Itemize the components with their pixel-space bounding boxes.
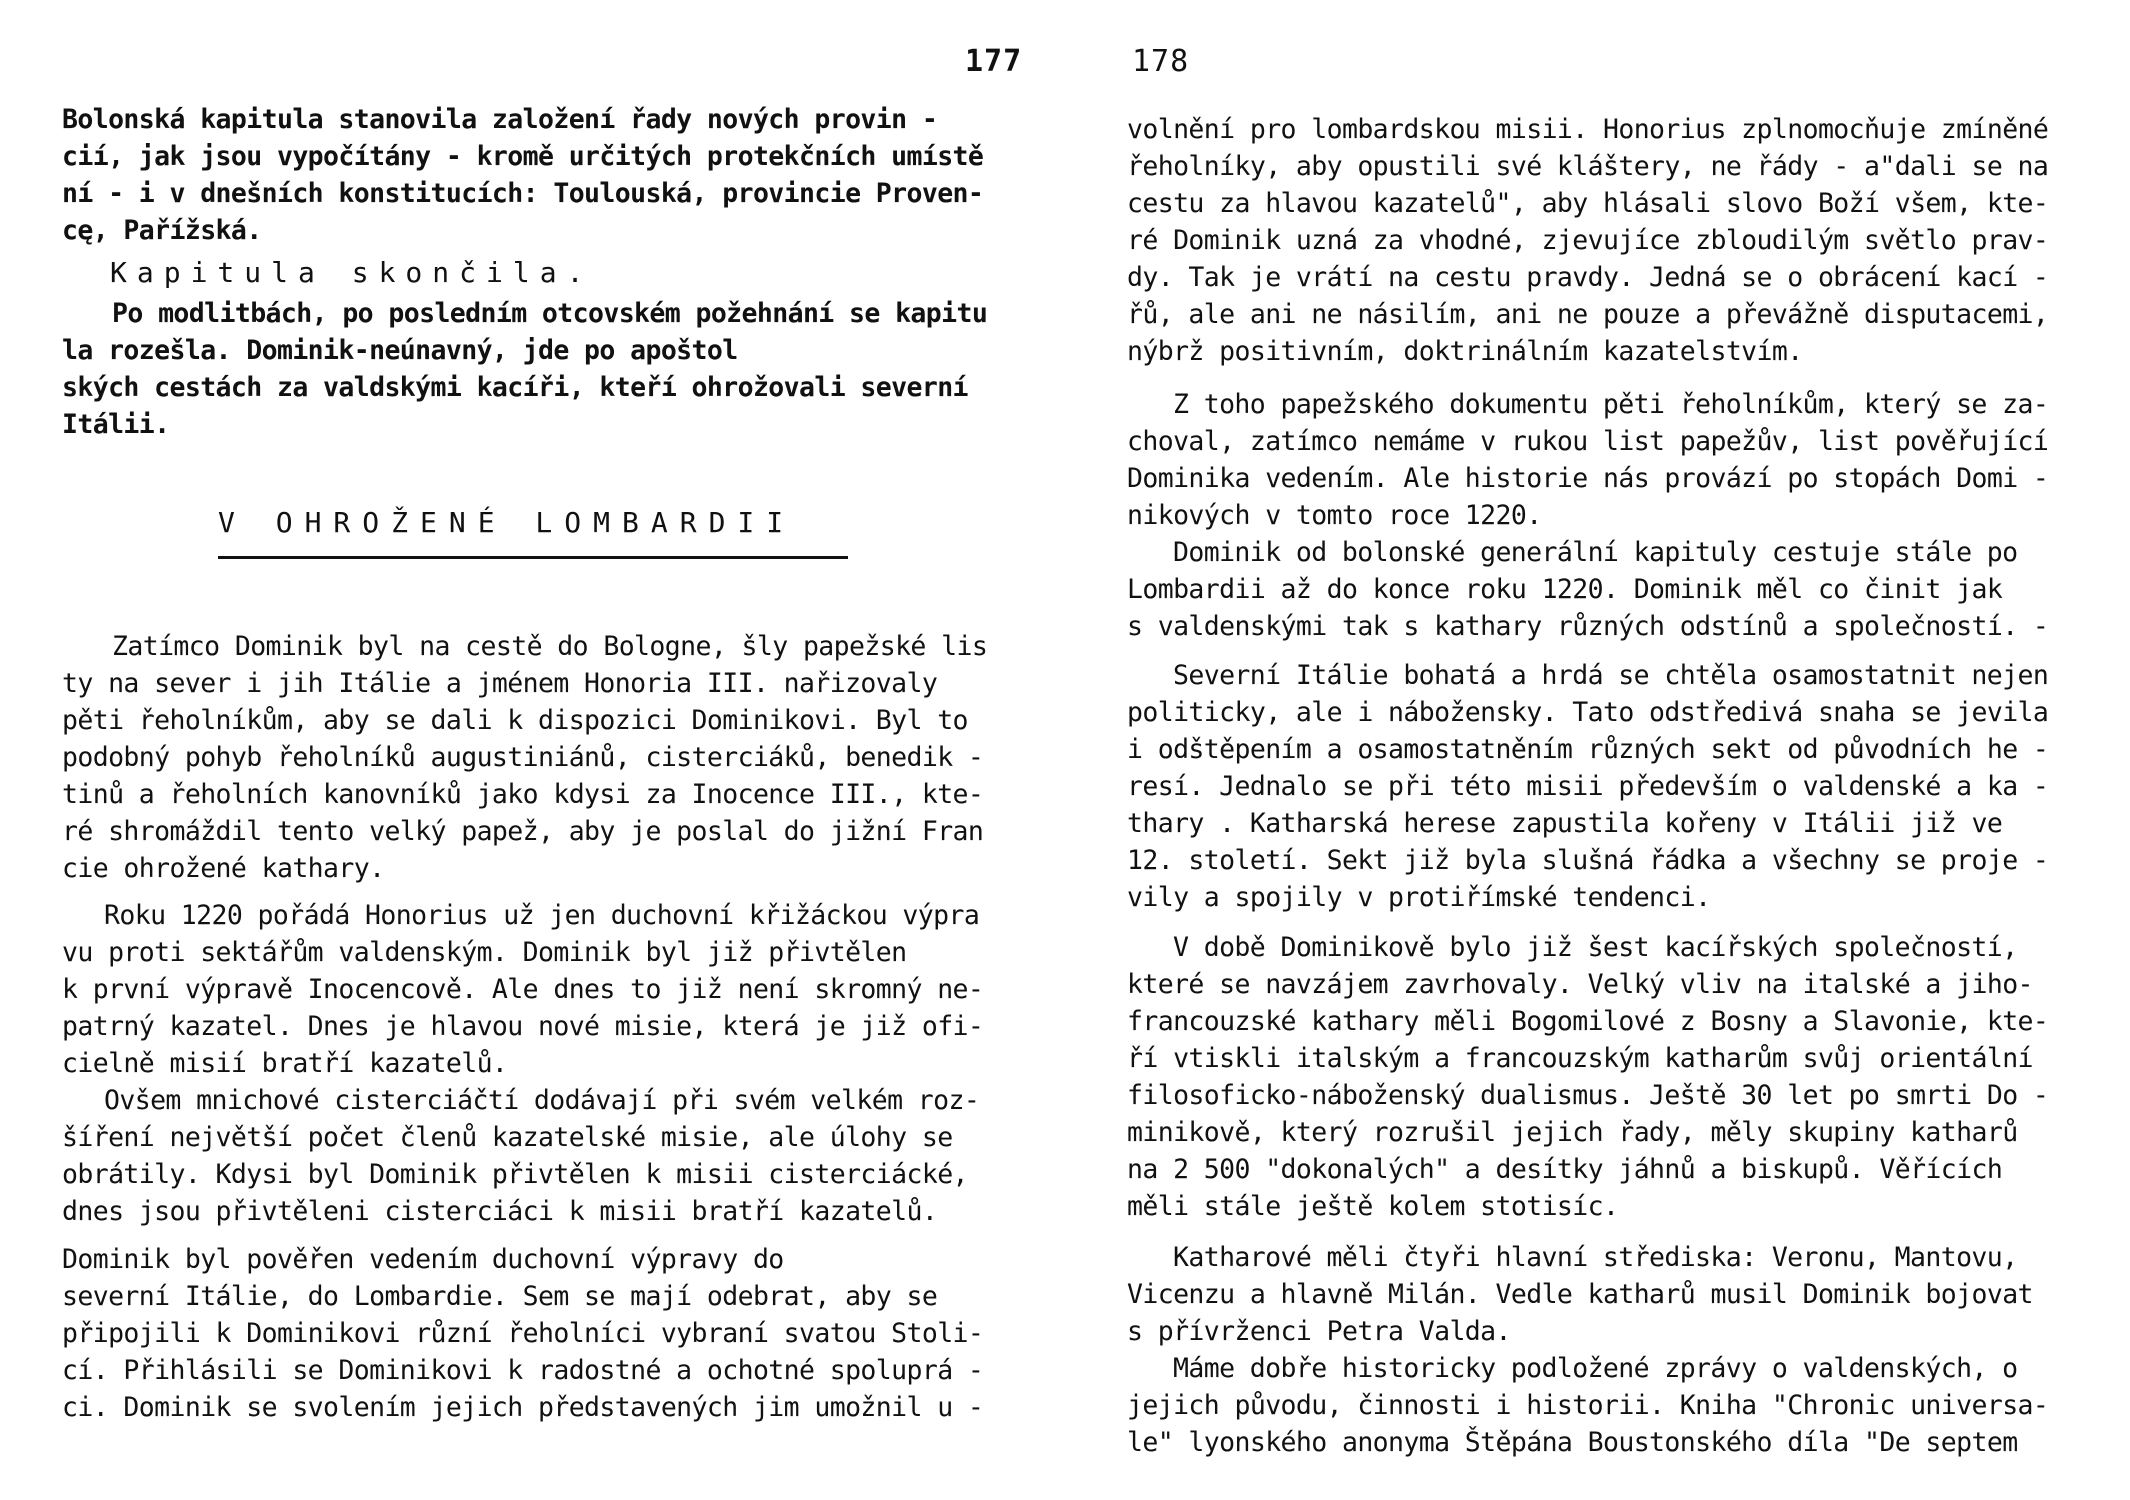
text-line: Z toho papežského dokumentu pěti řeholníkům, který se za- bbox=[1173, 389, 2049, 420]
chapter-title-underline bbox=[218, 556, 848, 559]
text-line: Lombardii až do konce roku 1220. Dominik měl co činit jak bbox=[1127, 574, 2003, 605]
text-line: ré Dominik uzná za vhodné, zjevujíce zbloudilým světlo prav- bbox=[1127, 225, 2049, 256]
text-line: minikově, který rozrušil jejich řady, měly skupiny katharů bbox=[1127, 1117, 2018, 1148]
chapter-title: V OHROŽENÉ LOMBARDII bbox=[218, 506, 796, 539]
text-line: dy. Tak je vrátí na cestu pravdy. Jedná se o obrácení kací - bbox=[1127, 262, 2049, 293]
text-line: cií, jak jsou vypočítány - kromě určitých protekčních umístě bbox=[62, 141, 984, 172]
text-line: pěti řeholníkům, aby se dali k dispozici Dominikovi. Byl to bbox=[62, 705, 968, 736]
text-line: podobný pohyb řeholníků augustiniánů, cisterciáků, benedik - bbox=[62, 742, 984, 773]
text-line: měli stále ještě kolem stotisíc. bbox=[1127, 1191, 1619, 1222]
left-paragraph-3 bbox=[62, 628, 987, 887]
text-line: řeholníky, aby opustili své kláštery, ne řády - a"dali se na bbox=[1127, 151, 2049, 182]
text-line: ci. Dominik se svolením jejich představených jim umožnil u - bbox=[62, 1392, 984, 1423]
left-paragraph-4 bbox=[62, 897, 983, 1230]
text-line: cę, Pařížská. bbox=[62, 215, 262, 246]
left-paragraph-5 bbox=[62, 1241, 983, 1426]
text-line: obrátily. Kdysi byl Dominik přivtělen k misii cisterciácké, bbox=[62, 1159, 968, 1190]
text-line: vily a spojily v protiřímské tendenci. bbox=[1127, 882, 1711, 913]
text-line: k první výpravě Inocencově. Ale dnes to již není skromný ne- bbox=[62, 974, 984, 1005]
text-line: s přívrženci Petra Valda. bbox=[1127, 1316, 1511, 1347]
text-line: nýbrž positivním, doktrinálním kazatelstvím. bbox=[1127, 336, 1803, 367]
text-line: Severní Itálie bohatá a hrdá se chtěla osamostatnit nejen bbox=[1173, 660, 2049, 691]
text-line: cielně misií bratří kazatelů. bbox=[62, 1048, 508, 1079]
text-line: patrný kazatel. Dnes je hlavou nové misie, která je již ofi- bbox=[62, 1011, 984, 1042]
text-line: cie ohrožené kathary. bbox=[62, 853, 385, 884]
left-paragraph-1 bbox=[62, 101, 983, 249]
left-paragraph-2-heading bbox=[110, 254, 593, 291]
text-line: volnění pro lombardskou misii. Honorius zplnomocňuje zmíněné bbox=[1127, 114, 2049, 145]
text-line: Po modlitbách, po posledním otcovském požehnání se kapitu bbox=[112, 298, 988, 329]
page-number-left: 177 bbox=[965, 44, 1023, 79]
text-line: cí. Přihlásili se Dominikovi k radostné a ochotné spoluprá - bbox=[62, 1355, 984, 1386]
right-paragraph-3 bbox=[1127, 657, 2048, 916]
text-line: severní Itálie, do Lombardie. Sem se mají odebrat, aby se bbox=[62, 1281, 938, 1312]
text-line: resí. Jednalo se při této misii především o valdenské a ka - bbox=[1127, 771, 2049, 802]
section-heading: Kapitula skončila. bbox=[110, 256, 594, 289]
right-paragraph-1 bbox=[1127, 111, 2048, 370]
text-line: tinů a řeholních kanovníků jako kdysi za Inocence III., kte- bbox=[62, 779, 984, 810]
text-line: Bolonská kapitula stanovila založení řady nových provin - bbox=[62, 104, 938, 135]
text-line: připojili k Dominikovi různí řeholníci vybraní svatou Stoli- bbox=[62, 1318, 984, 1349]
text-line: 12. století. Sekt již byla slušná řádka a všechny se proje - bbox=[1127, 845, 2049, 876]
text-line: ských cestách za valdskými kacíři, kteří ohrožovali severní bbox=[62, 372, 968, 403]
right-page bbox=[1065, 0, 2130, 1500]
text-line: Itálii. bbox=[62, 409, 170, 440]
text-line: Katharové měli čtyři hlavní střediska: Veronu, Mantovu, bbox=[1173, 1242, 2018, 1273]
text-line: které se navzájem zavrhovaly. Velký vliv na italské a jiho- bbox=[1127, 969, 2033, 1000]
text-line: Vicenzu a hlavně Milán. Vedle katharů musil Dominik bojovat bbox=[1127, 1279, 2033, 1310]
text-line: Dominik byl pověřen vedením duchovní výpravy do bbox=[62, 1244, 784, 1275]
text-line: francouzské kathary měli Bogomilové z Bosny a Slavonie, kte- bbox=[1127, 1006, 2049, 1037]
text-line: cestu za hlavou kazatelů", aby hlásali slovo Boží všem, kte- bbox=[1127, 188, 2049, 219]
text-line: Dominika vedením. Ale historie nás provází po stopách Domi - bbox=[1127, 463, 2049, 494]
text-line: filosoficko-náboženský dualismus. Ještě 30 let po smrti Do - bbox=[1127, 1080, 2049, 1111]
left-paragraph-2 bbox=[62, 295, 987, 443]
text-line: V době Dominikově bylo již šest kacířských společností, bbox=[1173, 932, 2018, 963]
text-line: Máme dobře historicky podložené zprávy o valdenských, o bbox=[1173, 1353, 2018, 1384]
text-line: vu proti sektářům valdenským. Dominik byl již přivtělen bbox=[62, 937, 907, 968]
right-paragraph-4 bbox=[1127, 929, 2048, 1225]
text-line: s valdenskými tak s kathary různých odstínů a společností. - bbox=[1127, 611, 2049, 642]
page-number-right: 178 bbox=[1132, 44, 1190, 79]
text-line: řů, ale ani ne násilím, ani ne pouze a převážně disputacemi, bbox=[1127, 299, 2049, 330]
text-line: le" lyonského anonyma Štěpána Boustonského díla "De septem bbox=[1127, 1427, 2018, 1458]
text-line: dnes jsou přivtěleni cisterciáci k misii bratří kazatelů. bbox=[62, 1196, 938, 1227]
right-paragraph-5 bbox=[1127, 1239, 2048, 1461]
text-line: šíření největší počet členů kazatelské misie, ale úlohy se bbox=[62, 1122, 953, 1153]
text-line: ní - i v dnešních konstitucích: Toulouská, provincie Proven- bbox=[62, 178, 984, 209]
text-line: Roku 1220 pořádá Honorius už jen duchovní křižáckou výpra bbox=[104, 900, 980, 931]
text-line: i odštěpením a osamostatněním různých sekt od původních he - bbox=[1127, 734, 2049, 765]
text-line: Dominik od bolonské generální kapituly cestuje stále po bbox=[1173, 537, 2018, 568]
text-line: jejich původu, činnosti i historii. Kniha "Chronic universa- bbox=[1127, 1390, 2049, 1421]
text-line: nikových v tomto roce 1220. bbox=[1127, 500, 1542, 531]
text-line: na 2 500 "dokonalých" a desítky jáhnů a biskupů. Věřících bbox=[1127, 1154, 2003, 1185]
right-paragraph-2 bbox=[1127, 386, 2048, 645]
text-line: choval, zatímco nemáme v rukou list papežův, list pověřující bbox=[1127, 426, 2049, 457]
text-line: thary . Katharská herese zapustila kořeny v Itálii již ve bbox=[1127, 808, 2003, 839]
text-line: politicky, ale i nábožensky. Tato odstředivá snaha se jevila bbox=[1127, 697, 2049, 728]
text-line: Zatímco Dominik byl na cestě do Bologne, šly papežské lis bbox=[112, 631, 988, 662]
text-line: ty na sever i jih Itálie a jménem Honoria III. nařizovaly bbox=[62, 668, 938, 699]
text-line: ré shromáždil tento velký papež, aby je poslal do jižní Fran bbox=[62, 816, 984, 847]
text-line: ří vtiskli italským a francouzským katharům svůj orientální bbox=[1127, 1043, 2033, 1074]
text-line: la rozešla. Dominik-neúnavný, jde po apoštol bbox=[62, 335, 738, 366]
text-line: Ovšem mnichové cisterciáčtí dodávají při svém velkém roz- bbox=[104, 1085, 980, 1116]
